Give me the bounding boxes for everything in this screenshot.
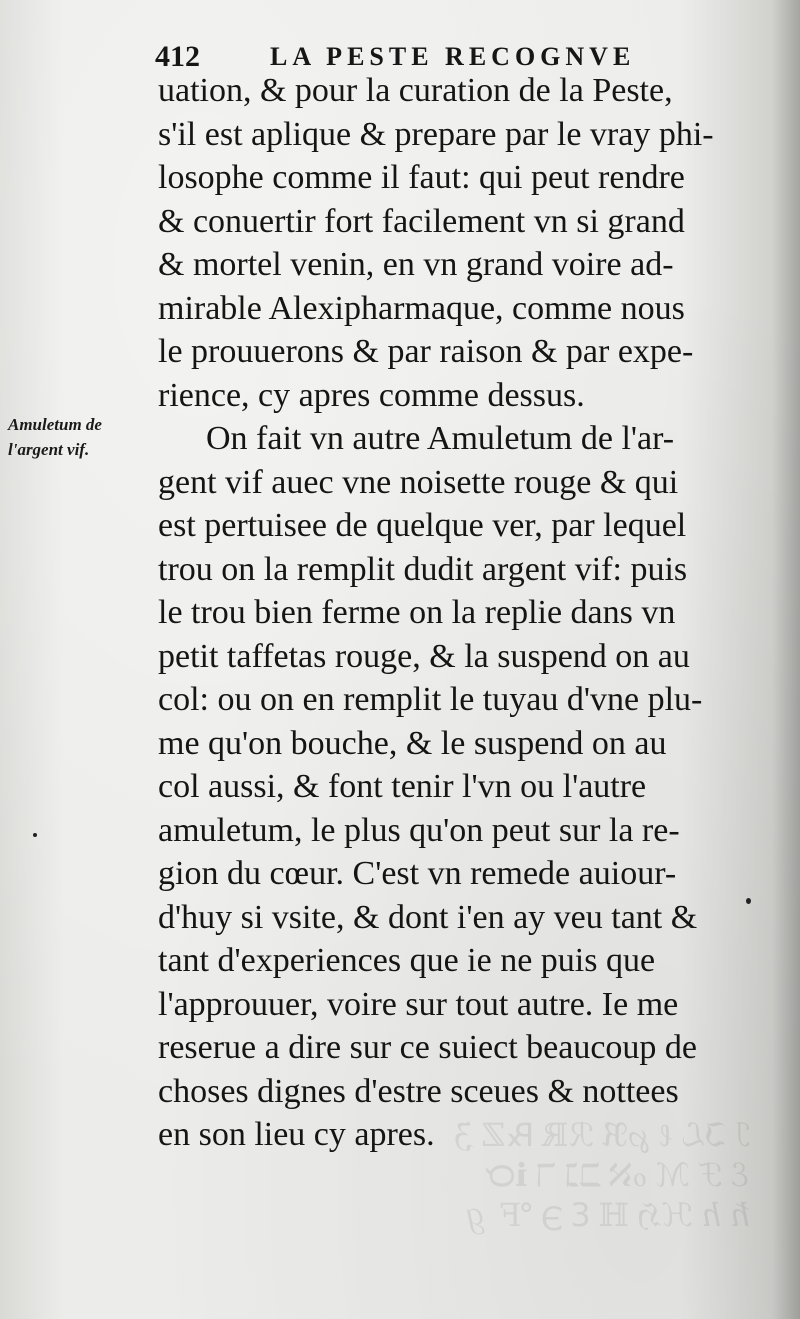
text-line: & conuertir fort facilement vn si grand	[158, 202, 685, 240]
text-line: On fait vn autre Amuletum de l'ar-	[206, 420, 675, 457]
text-line: uation, & pour la curation de la Peste,	[158, 72, 673, 109]
text-line: le prouuerons & par raison & par expe-	[158, 333, 694, 370]
text-line: s'il est aplique & prepare par le vray phi-	[158, 115, 714, 153]
text-line: me qu'on bouche, & le suspend on au	[158, 724, 667, 762]
text-line: trou on la remplit dudit argent vif: puis	[158, 550, 688, 588]
text-line: gent vif auec vne noisette rouge & qui	[158, 463, 679, 501]
bleed-through-line: ℏ ℎ ℋℌ ℍ ℇ ℈ ℉ ℊ	[459, 1197, 750, 1233]
text-line: l'approuuer, voire sur tout autre. Ie me	[158, 985, 679, 1023]
text-line: tant d'experiences que ie ne puis que	[158, 942, 656, 979]
text-line: en son lieu cy apres.	[158, 1116, 435, 1153]
margin-note-line: l'argent vif.	[8, 440, 90, 459]
running-title: LA PESTE RECOGNVE	[270, 42, 636, 71]
page-number: 412	[155, 40, 200, 73]
bleed-through-line: ℰ ℱ ℳ ℴℵ ℶℷ ℸ ℹ℺	[485, 1157, 750, 1193]
text-line: gion du cœur. C'est vn remede auiour-	[158, 855, 677, 892]
bleed-through	[170, 1115, 750, 1235]
text-line: reserue a dire sur ce suiect beaucoup de	[158, 1029, 698, 1066]
text-line: d'huy si vsite, & dont i'en ay veu tant &	[158, 898, 698, 936]
margin-note-line: Amuletum de	[8, 415, 102, 434]
text-line: & mortel venin, en vn grand voire ad-	[158, 246, 674, 283]
text-line: amuletum, le plus qu'on peut sur la re-	[158, 811, 680, 849]
gutter-shadow	[772, 0, 800, 1319]
text-line: mirable Alexipharmaque, comme nous	[158, 289, 685, 327]
text-line: petit taffetas rouge, & la suspend on au	[158, 637, 690, 675]
ink-speck	[33, 833, 37, 837]
text-line: col: ou on en remplit le tuyau d'vne plu-	[158, 681, 703, 718]
ink-speck	[746, 898, 751, 904]
bleed-through-line: ℐ ℑℒ ℓ ℘ℜ ℛℝ ℞ℤ ℨ	[454, 1117, 750, 1153]
margin-note	[8, 412, 158, 462]
text-line: losophe comme il faut: qui peut rendre	[158, 159, 685, 196]
body-text	[158, 69, 730, 1157]
text-line: le trou bien ferme on la replie dans vn	[158, 594, 676, 631]
running-head	[155, 34, 715, 74]
text-line: col aussi, & font tenir l'vn ou l'autre	[158, 768, 647, 805]
text-line: choses dignes d'estre sceues & nottees	[158, 1072, 679, 1110]
text-line: rience, cy apres comme dessus.	[158, 376, 585, 414]
text-line: est pertuisee de quelque ver, par lequel	[158, 507, 687, 544]
